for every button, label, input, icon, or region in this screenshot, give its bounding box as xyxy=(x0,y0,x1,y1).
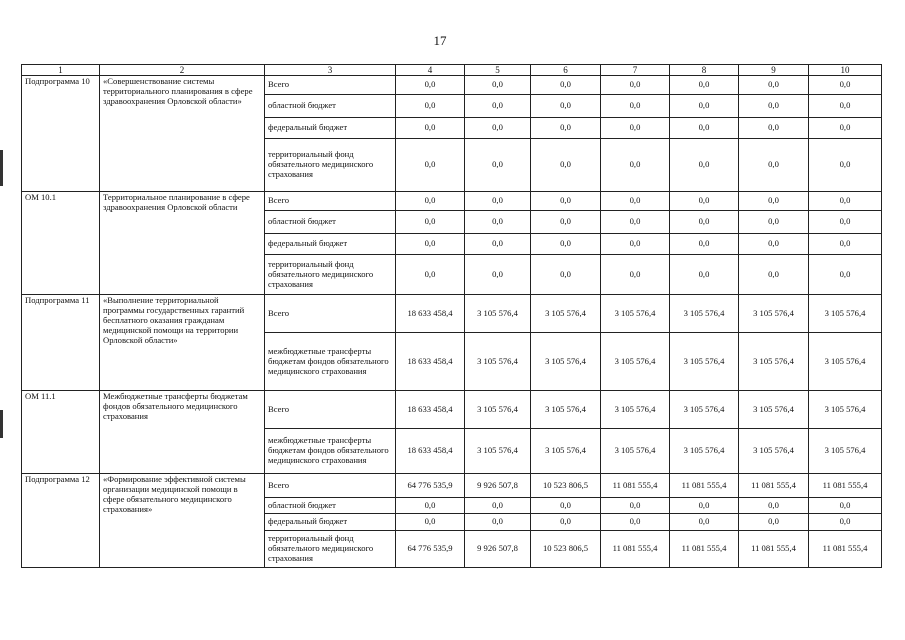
amount-cell: 3 105 576,4 xyxy=(531,333,601,391)
amount-cell: 3 105 576,4 xyxy=(465,295,531,333)
amount-cell: 0,0 xyxy=(396,139,465,192)
amount-cell: 0,0 xyxy=(739,498,809,514)
funding-source: федеральный бюджет xyxy=(265,234,396,255)
amount-cell: 3 105 576,4 xyxy=(601,429,670,474)
amount-cell: 3 105 576,4 xyxy=(465,429,531,474)
amount-cell: 3 105 576,4 xyxy=(601,295,670,333)
amount-cell: 3 105 576,4 xyxy=(739,429,809,474)
funding-source: федеральный бюджет xyxy=(265,514,396,531)
amount-cell: 0,0 xyxy=(465,234,531,255)
amount-cell: 0,0 xyxy=(739,211,809,234)
amount-cell: 3 105 576,4 xyxy=(809,333,882,391)
column-number-1: 1 xyxy=(22,65,100,76)
amount-cell: 0,0 xyxy=(396,211,465,234)
amount-cell: 3 105 576,4 xyxy=(809,429,882,474)
amount-cell: 10 523 806,5 xyxy=(531,531,601,568)
funding-source: областной бюджет xyxy=(265,498,396,514)
program-code: ОМ 10.1 xyxy=(22,192,100,295)
amount-cell: 11 081 555,4 xyxy=(601,474,670,498)
amount-cell: 18 633 458,4 xyxy=(396,333,465,391)
funding-source: Всего xyxy=(265,295,396,333)
amount-cell: 0,0 xyxy=(465,139,531,192)
amount-cell: 18 633 458,4 xyxy=(396,295,465,333)
amount-cell: 0,0 xyxy=(396,192,465,211)
scan-artifact xyxy=(0,410,3,438)
amount-cell: 0,0 xyxy=(670,498,739,514)
column-number-6: 6 xyxy=(531,65,601,76)
amount-cell: 0,0 xyxy=(531,95,601,118)
amount-cell: 0,0 xyxy=(670,234,739,255)
funding-source: областной бюджет xyxy=(265,95,396,118)
amount-cell: 0,0 xyxy=(601,255,670,295)
amount-cell: 11 081 555,4 xyxy=(809,474,882,498)
amount-cell: 0,0 xyxy=(670,139,739,192)
amount-cell: 0,0 xyxy=(601,95,670,118)
amount-cell: 0,0 xyxy=(601,498,670,514)
program-name: Межбюджетные трансферты бюджетам фондов обязательного медицинского страхования xyxy=(100,391,265,474)
column-number-3: 3 xyxy=(265,65,396,76)
table-row xyxy=(22,391,882,429)
amount-cell: 0,0 xyxy=(601,234,670,255)
program-name: «Формирование эффективной системы организации медицинской помощи в сфере обязательного медицинского страхования» xyxy=(100,474,265,568)
funding-source: Всего xyxy=(265,76,396,95)
amount-cell: 11 081 555,4 xyxy=(739,531,809,568)
column-number-9: 9 xyxy=(739,65,809,76)
amount-cell: 0,0 xyxy=(465,211,531,234)
amount-cell: 11 081 555,4 xyxy=(670,474,739,498)
amount-cell: 0,0 xyxy=(531,211,601,234)
amount-cell: 0,0 xyxy=(809,192,882,211)
funding-source: территориальный фонд обязательного медицинского страхования xyxy=(265,531,396,568)
column-number-10: 10 xyxy=(809,65,882,76)
funding-source: Всего xyxy=(265,474,396,498)
amount-cell: 0,0 xyxy=(531,76,601,95)
amount-cell: 11 081 555,4 xyxy=(739,474,809,498)
amount-cell: 0,0 xyxy=(396,234,465,255)
amount-cell: 3 105 576,4 xyxy=(809,391,882,429)
amount-cell: 0,0 xyxy=(531,498,601,514)
amount-cell: 0,0 xyxy=(601,514,670,531)
program-code: Подпрограмма 11 xyxy=(22,295,100,391)
amount-cell: 0,0 xyxy=(396,76,465,95)
scan-artifact xyxy=(0,150,3,186)
amount-cell: 0,0 xyxy=(670,255,739,295)
amount-cell: 0,0 xyxy=(601,76,670,95)
amount-cell: 0,0 xyxy=(601,118,670,139)
amount-cell: 0,0 xyxy=(809,139,882,192)
amount-cell: 0,0 xyxy=(465,514,531,531)
amount-cell: 3 105 576,4 xyxy=(809,295,882,333)
amount-cell: 3 105 576,4 xyxy=(670,295,739,333)
amount-cell: 0,0 xyxy=(531,514,601,531)
page-number: 17 xyxy=(433,33,447,48)
budget-table xyxy=(21,64,882,568)
amount-cell: 3 105 576,4 xyxy=(670,333,739,391)
amount-cell: 0,0 xyxy=(396,95,465,118)
program-code: ОМ 11.1 xyxy=(22,391,100,474)
amount-cell: 0,0 xyxy=(465,76,531,95)
amount-cell: 0,0 xyxy=(670,118,739,139)
amount-cell: 0,0 xyxy=(739,255,809,295)
funding-source: межбюджетные трансферты бюджетам фондов обязательного медицинского страхования xyxy=(265,429,396,474)
amount-cell: 0,0 xyxy=(670,211,739,234)
amount-cell: 0,0 xyxy=(531,192,601,211)
amount-cell: 0,0 xyxy=(670,95,739,118)
funding-source: территориальный фонд обязательного медицинского страхования xyxy=(265,255,396,295)
amount-cell: 0,0 xyxy=(809,514,882,531)
amount-cell: 0,0 xyxy=(465,498,531,514)
amount-cell: 3 105 576,4 xyxy=(670,429,739,474)
amount-cell: 11 081 555,4 xyxy=(670,531,739,568)
amount-cell: 0,0 xyxy=(809,211,882,234)
table-row xyxy=(22,192,882,211)
amount-cell: 10 523 806,5 xyxy=(531,474,601,498)
amount-cell: 0,0 xyxy=(465,255,531,295)
funding-source: федеральный бюджет xyxy=(265,118,396,139)
table-row xyxy=(22,76,882,95)
program-name: «Выполнение территориальной программы государственных гарантий бесплатного оказания гражданам медицинской помощи на территории Орловской области» xyxy=(100,295,265,391)
column-number-row xyxy=(22,65,882,76)
amount-cell: 0,0 xyxy=(739,514,809,531)
amount-cell: 0,0 xyxy=(465,192,531,211)
amount-cell: 0,0 xyxy=(396,118,465,139)
funding-source: Всего xyxy=(265,192,396,211)
funding-source: Всего xyxy=(265,391,396,429)
amount-cell: 9 926 507,8 xyxy=(465,474,531,498)
program-name: Территориальное планирование в сфере здравоохранения Орловской области xyxy=(100,192,265,295)
amount-cell: 0,0 xyxy=(396,255,465,295)
amount-cell: 0,0 xyxy=(531,255,601,295)
amount-cell: 0,0 xyxy=(809,498,882,514)
amount-cell: 0,0 xyxy=(809,118,882,139)
funding-source: областной бюджет xyxy=(265,211,396,234)
funding-source: межбюджетные трансферты бюджетам фондов обязательного медицинского страхования xyxy=(265,333,396,391)
amount-cell: 0,0 xyxy=(465,95,531,118)
column-number-8: 8 xyxy=(670,65,739,76)
amount-cell: 0,0 xyxy=(670,192,739,211)
amount-cell: 3 105 576,4 xyxy=(531,429,601,474)
amount-cell: 0,0 xyxy=(531,139,601,192)
amount-cell: 64 776 535,9 xyxy=(396,531,465,568)
amount-cell: 0,0 xyxy=(601,192,670,211)
amount-cell: 3 105 576,4 xyxy=(465,391,531,429)
amount-cell: 3 105 576,4 xyxy=(531,295,601,333)
amount-cell: 11 081 555,4 xyxy=(601,531,670,568)
amount-cell: 11 081 555,4 xyxy=(809,531,882,568)
amount-cell: 3 105 576,4 xyxy=(601,391,670,429)
column-number-4: 4 xyxy=(396,65,465,76)
amount-cell: 0,0 xyxy=(809,234,882,255)
amount-cell: 64 776 535,9 xyxy=(396,474,465,498)
amount-cell: 3 105 576,4 xyxy=(531,391,601,429)
column-number-7: 7 xyxy=(601,65,670,76)
amount-cell: 0,0 xyxy=(396,498,465,514)
amount-cell: 0,0 xyxy=(670,76,739,95)
amount-cell: 0,0 xyxy=(670,514,739,531)
column-number-5: 5 xyxy=(465,65,531,76)
amount-cell: 0,0 xyxy=(739,118,809,139)
amount-cell: 0,0 xyxy=(809,255,882,295)
amount-cell: 0,0 xyxy=(809,95,882,118)
amount-cell: 18 633 458,4 xyxy=(396,391,465,429)
amount-cell: 0,0 xyxy=(531,118,601,139)
amount-cell: 3 105 576,4 xyxy=(739,333,809,391)
column-number-2: 2 xyxy=(100,65,265,76)
amount-cell: 3 105 576,4 xyxy=(739,295,809,333)
amount-cell: 0,0 xyxy=(809,76,882,95)
amount-cell: 3 105 576,4 xyxy=(739,391,809,429)
amount-cell: 0,0 xyxy=(601,139,670,192)
amount-cell: 0,0 xyxy=(531,234,601,255)
program-code: Подпрограмма 12 xyxy=(22,474,100,568)
amount-cell: 18 633 458,4 xyxy=(396,429,465,474)
amount-cell: 0,0 xyxy=(601,211,670,234)
program-name: «Совершенствование системы территориального планирования в сфере здравоохранения Орловской области» xyxy=(100,76,265,192)
amount-cell: 3 105 576,4 xyxy=(465,333,531,391)
amount-cell: 0,0 xyxy=(739,76,809,95)
table-row xyxy=(22,474,882,498)
program-code: Подпрограмма 10 xyxy=(22,76,100,192)
amount-cell: 0,0 xyxy=(396,514,465,531)
amount-cell: 3 105 576,4 xyxy=(601,333,670,391)
amount-cell: 0,0 xyxy=(739,234,809,255)
amount-cell: 0,0 xyxy=(465,118,531,139)
amount-cell: 3 105 576,4 xyxy=(670,391,739,429)
amount-cell: 0,0 xyxy=(739,192,809,211)
amount-cell: 0,0 xyxy=(739,95,809,118)
amount-cell: 9 926 507,8 xyxy=(465,531,531,568)
funding-source: территориальный фонд обязательного медицинского страхования xyxy=(265,139,396,192)
amount-cell: 0,0 xyxy=(739,139,809,192)
table-row xyxy=(22,295,882,333)
